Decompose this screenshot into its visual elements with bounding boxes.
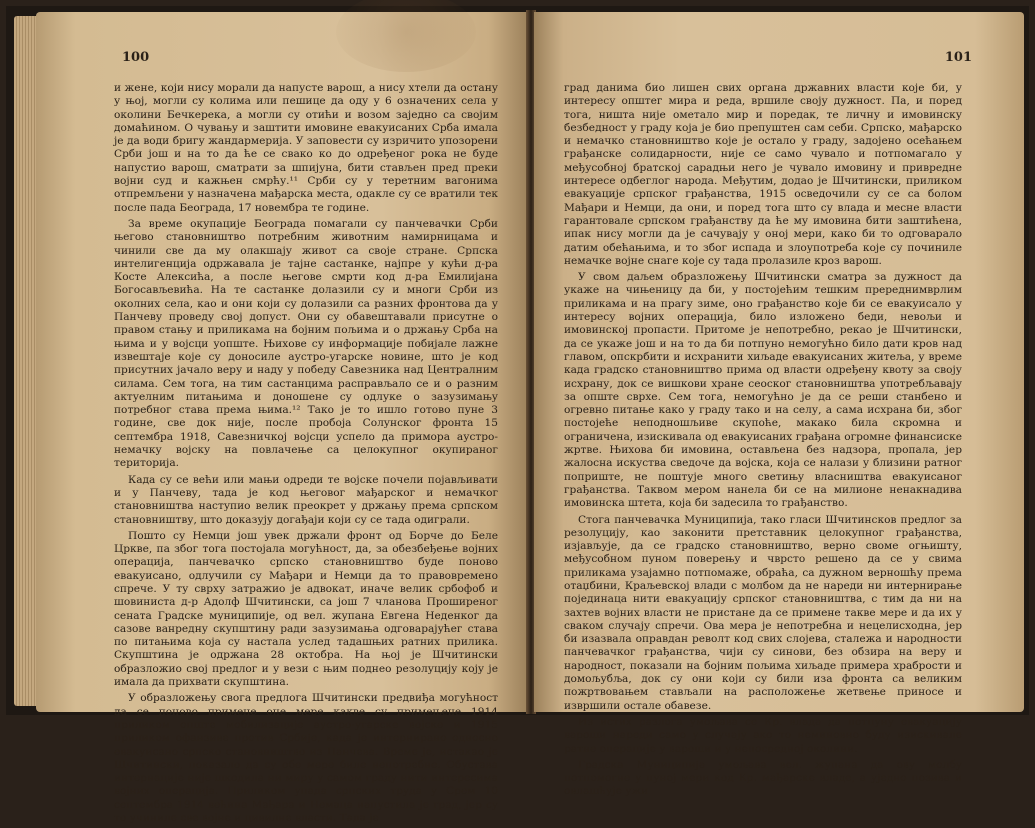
paper-stain [336, 0, 476, 72]
right-page-number: 101 [944, 50, 972, 65]
right-page-text [564, 82, 962, 802]
left-page-text [114, 82, 498, 828]
page-edges [14, 16, 38, 706]
right-page [534, 12, 1024, 798]
book-spread [6, 6, 1029, 825]
paragraph: Пошто су Немци још увек држали фронт од Борче до Беле Цркве, па због тога постојала могућност, да, за обезбеђење војних операција, панчевачко српско становништво буде поново евакуисано, одлучили су Мађари и Немци да то правовремено спрече. У ту сврху затражио је адвокат, иначе велик србофоб и шовиниста д-р Адолф Шчитински, са још 7 чланова Проширеног сената Градске муниципије, од вел. жупана Евгена Неденког да сазове ванредну скупштину ради зазузимања одговарајућег става по питањима која су настала услед тадашњих ратних прилика. Скупштина је одржана 28 октобра. На њој је Шчитински образложио свој предлог и у вези с њим поднео резолуцију коју је имала да прихвати скупштина. [114, 529, 498, 689]
paragraph: Градска Муниципија умољава вел. жупана да ову молбу потпомогне у пуној мери код Кр. мађарске владе, а уједно позива и овлашћује ужи [564, 758, 962, 798]
paragraph: град данима био лишен свих органа државних власти које би, у интересу општег мира и реда, вршиле своју дужност. Па, и поред тога, ништа није ометало мир и поредак, те личну и имовинску безбедност у граду која је био препуштен сам себи. Српско, мађарско и немачко становништво које је остало у граду, задојено осећањем грађанске солидарности, није се само чувало и потпомагало у међусобној братској сарадњи него је чувало имовину и привредне интересе одбеглог народа. Међутим, додао је Шчитински, приликом евакуације српског грађанства, 1915 осведочили су се са болом Мађари и Немци, да они, и поред тога што су влада и месне власти гарантовале српском грађанству да ће му имовина бити заштићена, ипак нису могли да је сачувају у оној мери, како би то одговарало датим обећањима, и то због испада и злоупотреба које су починиле немачке војне снаге које су тада пролазиле кроз варош. [564, 82, 962, 267]
paragraph: У свом даљем образложењу Шчитински сматра за дужност да укаже на чињеницу да би, у постојећим тешким пререднимврлим приликама и на прагу зиме, оно грађанство које би се евакуисало у интересу војних операција, било изложено беди, невољи и имовинској пропасти. Притоме је непотребно, рекао је Шчитински, да се укаже још и на то да би потпуно немогућно било дати кров над главом, опскрбити и исхранити хиљаде евакуисаних житеља, у време када градско становништво прима од власти одређену квоту за своју исхрану, док се вишкови хране сеоског становништва употребљавају за опште сврхе. Сем тога, немогућно је да се реши станбено и огревно питање како у граду тако и на селу, а сама исхрана би, због постојеће неподношљиве скупоће, макако била скромна и ограничена, изискивала од евакуисаних грађана огромне финансиске жртве. Њихова би имовина, остављена без надзора, пропала, јер жалосна искуства сведоче да војска, која се налази у близини ратног поприште, не поштује много светињу власништва евакуисаног грађанства. Таквом мером нанела би се на милионе ненакнадива имовинска штета, која би задесила то грађанство. [564, 271, 962, 510]
paragraph: Када су се већи или мањи одреди те војске почели појављивати и у Панчеву, тада је код његовог мађарског и немачког становништва наступио велик преокрет у држању према српском становништву, што доказују догађаји који су се тада одиграли. [114, 473, 498, 526]
left-page-number: 100 [122, 50, 150, 65]
paragraph: Из истих разлога умољава се Кр. влада да потпуну евакуацију вароши нареди само у случају ако то неминовно буду изискивале ратне операције у вароши и у непосредној околини. [564, 715, 962, 755]
left-page [36, 12, 528, 825]
paragraph: Стога панчевачка Муниципија, тако гласи Шчитинсков предлог за резолуцију, као законити претставник целокупног грађанства, изјављује, да се градско становништво, верно своме огњишту, међусобном пуном поверењу и чврсто решено да се у свима приликама узајамно потпомаже, обраћа, са дужном верношћу према отаџбини, Краљевској влади с молбом да не нареди ни интернирање појединаца нити евакуацију српског становништва, с тим да ни на захтев војних власти не пристане да се примене такве мере и да их у сваком случају спречи. Ова мера је непотребна и нецелисходна, јер би изазвала оправдан револт код свих слојева, сталежа и народности панчевачког грађанства, чији су синови, без обзира на веру и народност, показали на бојним пољима хиљаде примера храбрости и домољубља, док су они који су били иза фронта са великим пожртвовањем стављали на расположење жетвење приносе и извршили остале обавезе. [564, 513, 962, 712]
paragraph: За време окупације Београда помагали су панчевачки Срби његово становништво потребним животним намирницама и чинили све да му олакшају живот са своје стране. Српска интелигенција одржавала је тајне састанке, најпре у кући д-ра Косте Алексића, а после његове смрти код д-ра Емилијана Богосављевића. На те састанке долазили су и многи Срби из околних села, као и они који су долазили са разних фронтова да у Панчеву проведу свој допуст. Они су обавештавали присутне о правом стању и приликама на бојним пољима и о држању Срба на њима и у војсци уопште. Њихове су информације побијале лажне извештаје које су доносиле аустро-угарске новине, што је код присутних јачало веру и наду у победу Савезника над Централним силама. Сем тога, на тим састанцима расправљало се и о разним актуелним питањима и доношене су одлуке о зазузимању потребног става према њима.¹² Тако је то ишло готово пуне 3 године, све док није, после пробоја Солунског фронта 15 септембра 1918, Савезничкој војсци успело да примора аустро-немачку војску на повлачење са целокупног окупираног територија. [114, 217, 498, 470]
paragraph: У образложењу свога предлога Шчитински предвиђа могућност да се поново примене оне мере какве су примењене 1914 приликом опште мобилизације аустро-угарске војске и 1915 приликом офанзиве против Србије, када је интернирано односно евакуисано српско становништво из Панчева. Време је, истакао је Шчитински, показало да су обе мере биле непотребне. Обустава интернације није шкодила ни миру у самом граду нити интересима војних операција. Приликом упада српских труда у Срем 10 септембра 1914 већина Мађара и Немаца напустила је град, јер су то учиниле све војне и цивилне власти. Тада је [114, 692, 498, 825]
paragraph: и жене, који нису морали да напусте варош, а нису хтели да остану у њој, могли су колима или пешице да оду у 6 означених села у околини Бечкерека, а могли су отићи и возом заједно са својим домаћином. О чувању и заштити имовине евакуисаних Срба имала је да води бригу жандармерија. У заповести су изричито упозорени Срби још и на то да ће се свако ко до одређеног рока не буде напустио варош, сматрати за шпијуна, бити стављен пред преки војни суд и кажњен смрћу.¹¹ Срби су у теретним вагонима отпремљени у назначена мађарска места, одакле су се вратили тек после пада Београда, 17 новембра те године. [114, 82, 498, 214]
